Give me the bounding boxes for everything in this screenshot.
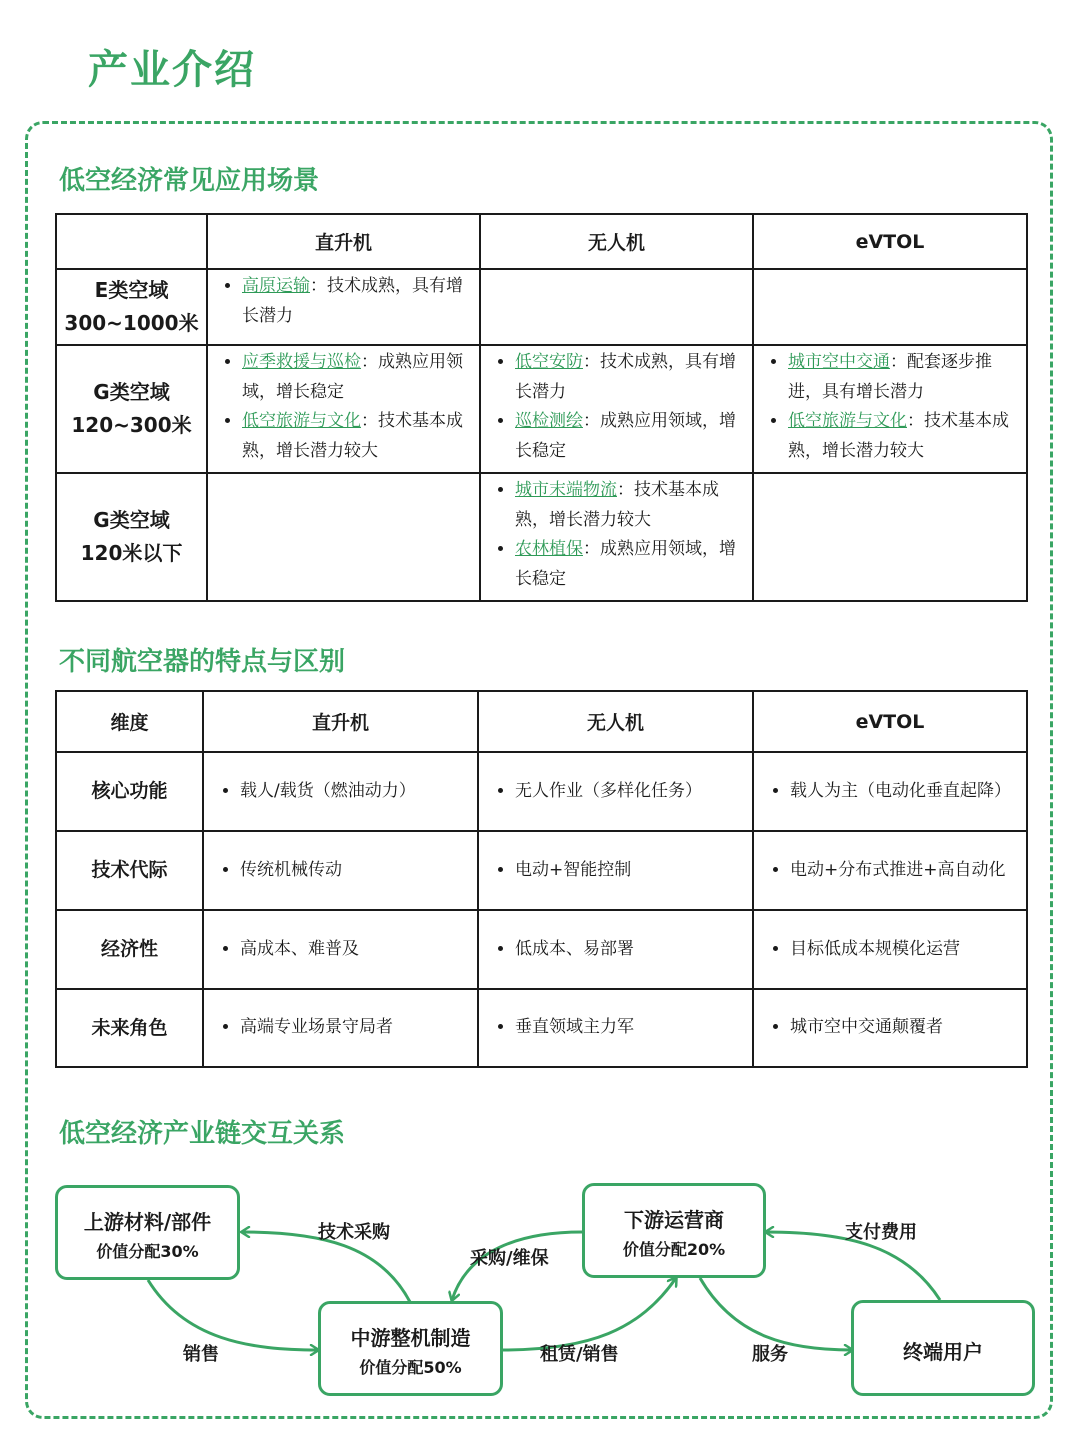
- scenario-description: ：成熟应用领域，增长稳定: [515, 411, 736, 461]
- scenario-description: ：技术成熟，具有增长潜力: [242, 276, 463, 326]
- scenario-link[interactable]: 应季救援与巡检: [242, 352, 361, 372]
- scenario-link[interactable]: 低空安防: [515, 352, 583, 372]
- scenario-link[interactable]: 城市空中交通: [788, 352, 890, 372]
- node-upstream: [55, 1185, 240, 1280]
- scenario-link[interactable]: 高原运输: [242, 276, 310, 296]
- section-title-industry-chain: 低空经济产业链交互关系: [59, 1119, 346, 1149]
- table-header-cell: 无人机: [478, 691, 753, 752]
- row-header-line: G类空域: [93, 380, 170, 404]
- row-header-line: 120~300米: [71, 413, 192, 437]
- list-item: • 无人作业（多样化任务）: [515, 777, 742, 807]
- node-name: 下游运营商: [624, 1208, 724, 1232]
- scenario-description: ：技术基本成熟，增长潜力较大: [788, 411, 1009, 461]
- node-name: 上游材料/部件: [83, 1210, 212, 1234]
- node-value: 价值分配20%: [622, 1240, 726, 1259]
- table-header-cell: 无人机: [480, 214, 753, 269]
- page-title: 产业介绍: [88, 47, 256, 93]
- section-title-scenarios: 低空经济常见应用场景: [59, 166, 320, 196]
- list-item: • 低成本、易部署: [515, 935, 742, 965]
- arrow-sales: [148, 1280, 318, 1350]
- node-end-user: [851, 1300, 1035, 1396]
- flow-label-payment: 支付费用: [845, 1222, 917, 1243]
- list-item: • 电动+分布式推进+高自动化: [790, 856, 1016, 886]
- node-name: 中游整机制造: [350, 1326, 471, 1350]
- table-header-cell: eVTOL: [753, 691, 1027, 752]
- section-title-comparison: 不同航空器的特点与区别: [59, 647, 346, 677]
- list-item: • 高成本、难普及: [240, 935, 467, 965]
- row-header-line: G类空域: [93, 508, 170, 532]
- node-value: 价值分配50%: [359, 1358, 462, 1377]
- scenario-description: ：技术基本成熟，增长潜力较大: [242, 411, 463, 461]
- row-header-dimension: 核心功能: [56, 752, 203, 831]
- flow-label-service: 服务: [752, 1344, 788, 1365]
- list-item: • 目标低成本规模化运营: [790, 935, 1016, 965]
- table-header-cell: 直升机: [207, 214, 480, 269]
- table-header-cell: 直升机: [203, 691, 478, 752]
- scenario-description: ：成熟应用领域，增长稳定: [242, 352, 463, 402]
- node-value: 价值分配30%: [96, 1242, 199, 1261]
- list-item: • 传统机械传动: [240, 856, 467, 886]
- scenario-description: ：成熟应用领域，增长稳定: [515, 539, 736, 589]
- list-item: • 城市空中交通颠覆者: [790, 1013, 1016, 1043]
- flow-label-lease-sales: 租赁/销售: [540, 1344, 619, 1365]
- list-item: • 电动+智能控制: [515, 856, 742, 886]
- scenario-description: ：技术基本成熟，增长潜力较大: [515, 480, 719, 530]
- row-header-dimension: 经济性: [56, 910, 203, 989]
- row-header-dimension: 技术代际: [56, 831, 203, 910]
- list-item: • 载人/载货（燃油动力）: [240, 777, 467, 807]
- flow-label-sales: 销售: [183, 1344, 219, 1365]
- scenario-description: ：配套逐步推进，具有增长潜力: [788, 352, 992, 402]
- row-header-line: 300~1000米: [64, 311, 199, 335]
- list-item: • 载人为主（电动化垂直起降）: [790, 777, 1016, 807]
- row-header-dimension: 未来角色: [56, 989, 203, 1067]
- scenario-link[interactable]: 巡检测绘: [515, 411, 583, 431]
- flow-label-tech-purchase: 技术采购: [318, 1222, 390, 1243]
- table-header-cell: eVTOL: [753, 214, 1027, 269]
- table-header-cell: 维度: [56, 691, 203, 752]
- node-name: 终端用户: [903, 1340, 983, 1364]
- scenario-link[interactable]: 低空旅游与文化: [788, 411, 907, 431]
- node-midstream: [318, 1301, 503, 1396]
- scenario-link[interactable]: 城市末端物流: [515, 480, 617, 500]
- list-item: • 高端专业场景守局者: [240, 1013, 467, 1043]
- list-item: • 垂直领域主力军: [515, 1013, 742, 1043]
- row-header-line: 120米以下: [80, 541, 183, 565]
- scenario-link[interactable]: 农林植保: [515, 539, 583, 559]
- node-downstream: [582, 1183, 766, 1278]
- row-header-line: E类空域: [94, 278, 169, 302]
- scenario-link[interactable]: 低空旅游与文化: [242, 411, 361, 431]
- scenario-description: ：技术成熟，具有增长潜力: [515, 352, 736, 402]
- flow-label-procure-maintain: 采购/维保: [470, 1248, 549, 1269]
